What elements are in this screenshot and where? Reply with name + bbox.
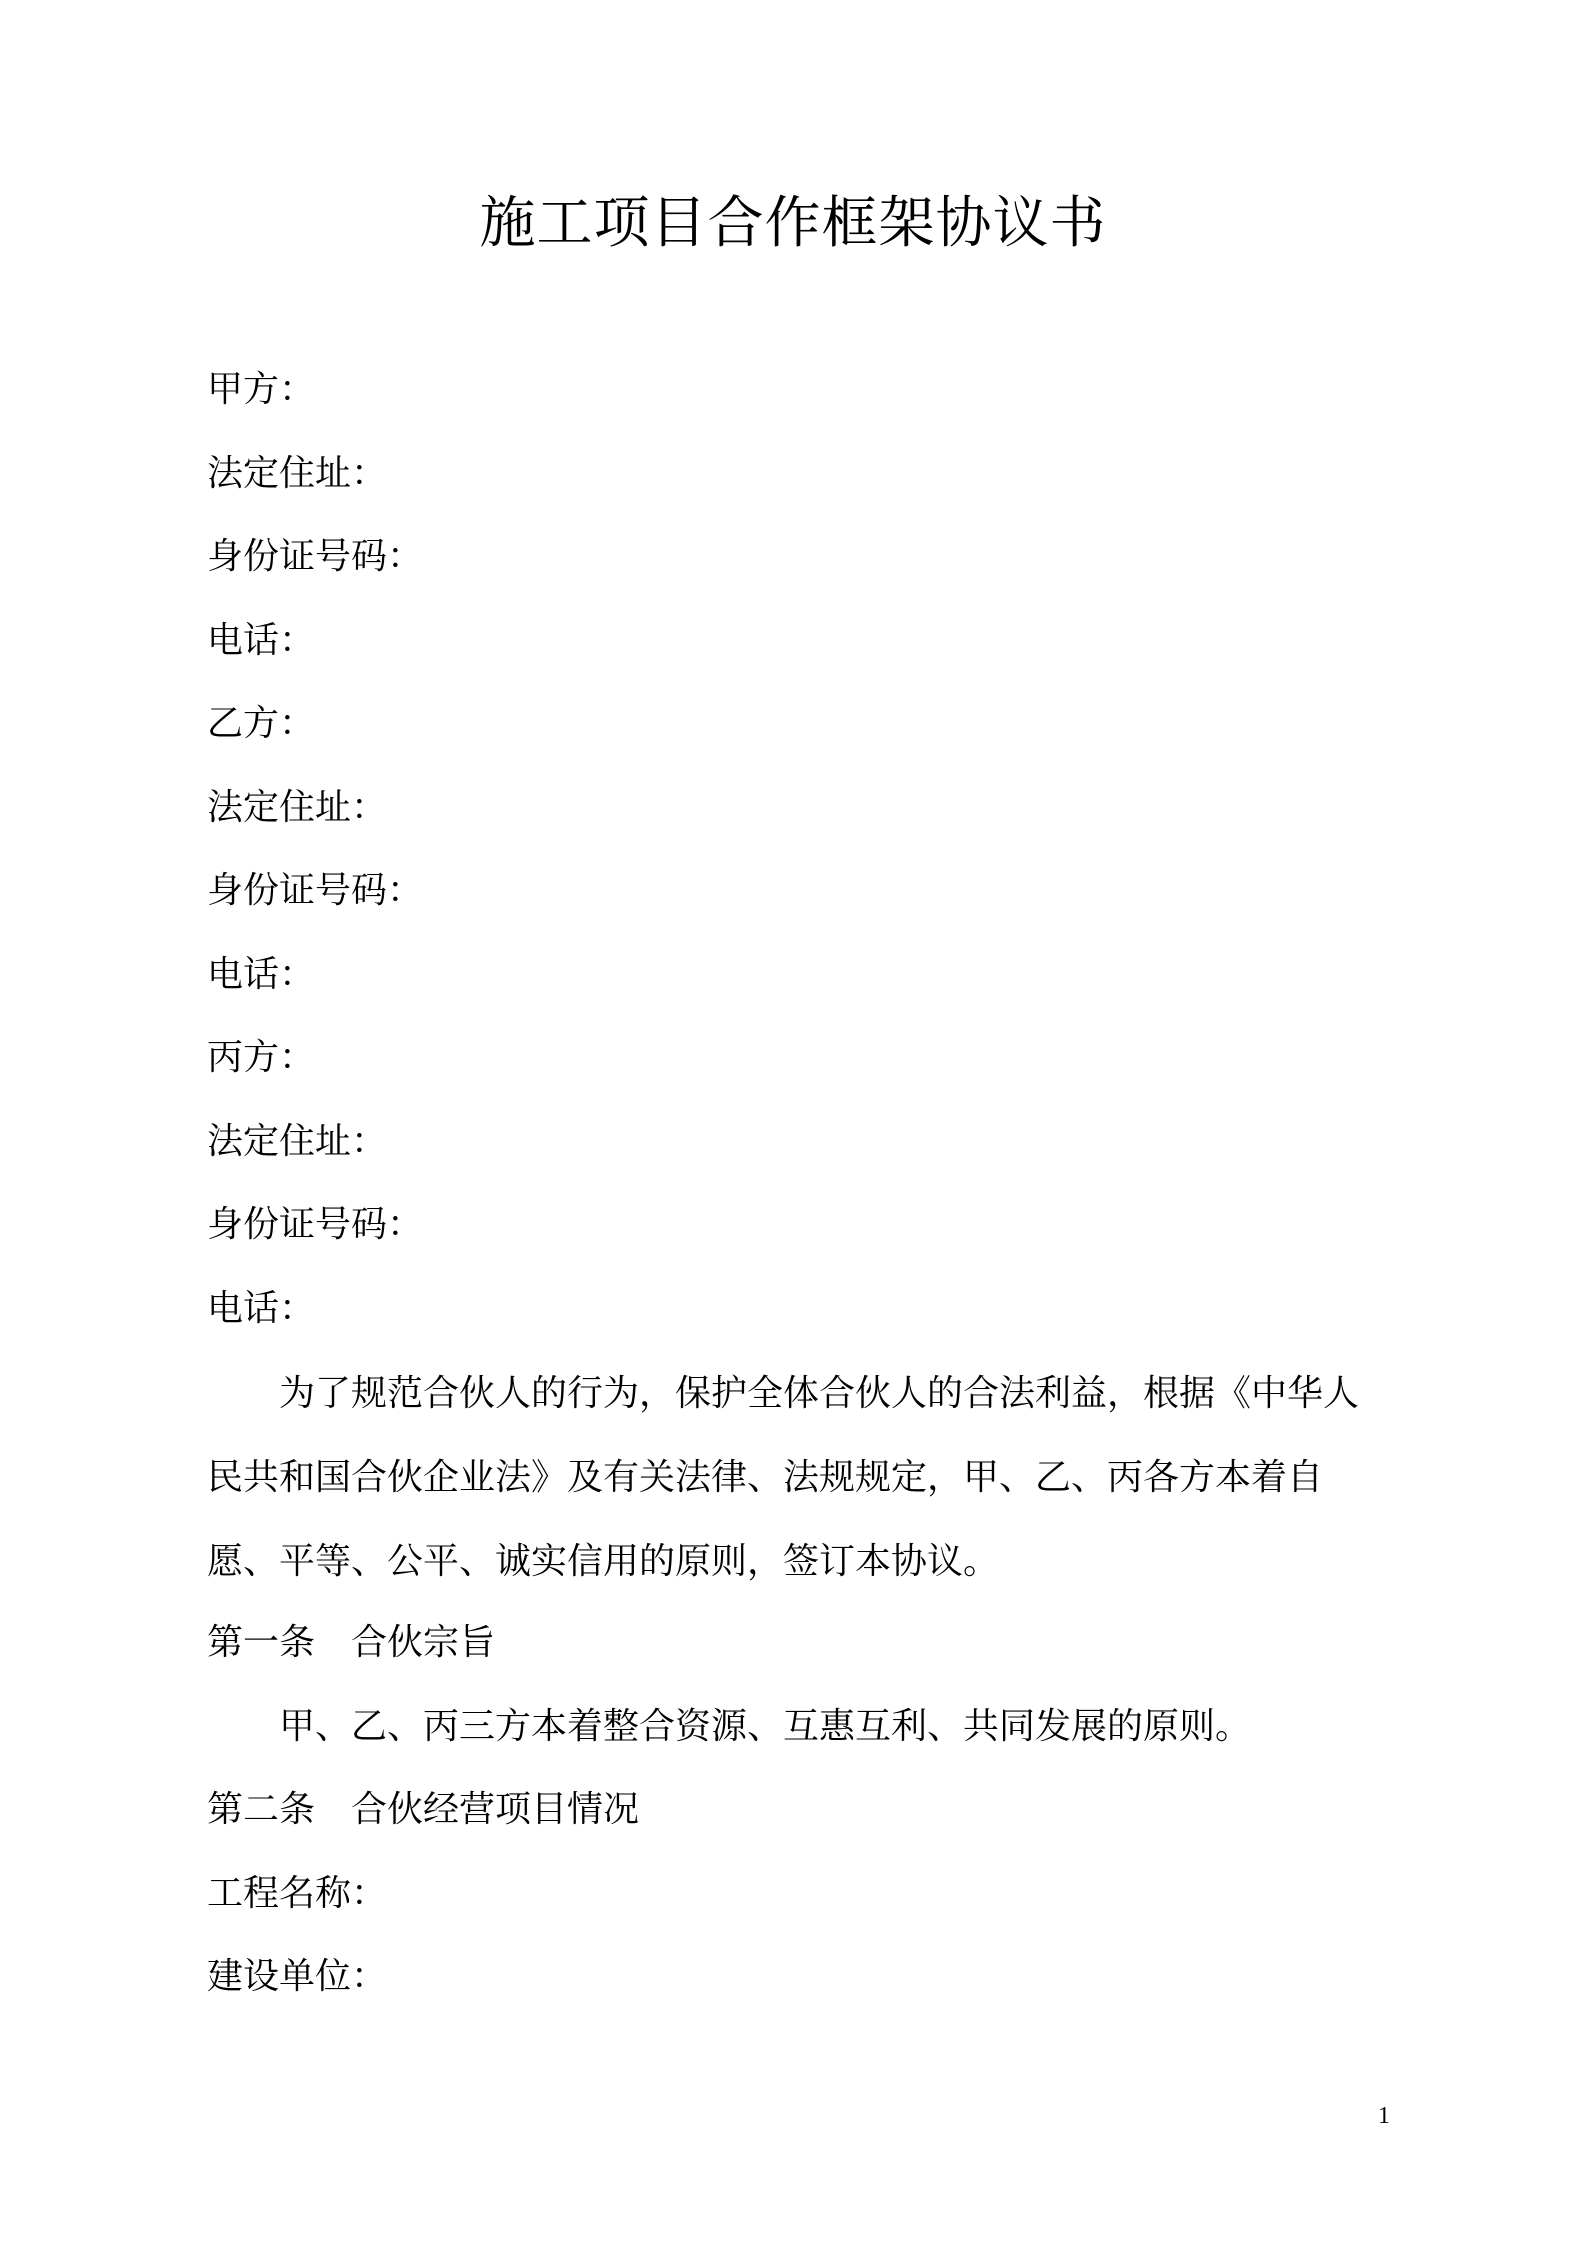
article-2-title: 合伙经营项目情况 xyxy=(351,1789,640,1830)
party-c-phone: 电话： xyxy=(207,1288,316,1329)
party-b-label: 乙方： xyxy=(207,703,316,744)
article-1-number: 第一条 xyxy=(207,1622,316,1663)
page-number: 1 xyxy=(1378,2103,1390,2129)
article-1-body: 甲、乙、丙三方本着整合资源、互惠互利、共同发展的原则。 xyxy=(279,1706,1252,1747)
party-b-id-number: 身份证号码： xyxy=(207,870,424,911)
project-name-field: 工程名称： xyxy=(207,1873,388,1914)
article-2-number: 第二条 xyxy=(207,1789,316,1830)
party-c-id-number: 身份证号码： xyxy=(207,1204,424,1245)
preamble-paragraph xyxy=(207,1352,1387,1604)
developer-field: 建设单位： xyxy=(207,1956,388,1997)
party-a-address: 法定住址： xyxy=(207,453,388,494)
party-a-phone: 电话： xyxy=(207,620,316,661)
article-2-heading xyxy=(207,1786,639,1834)
party-b-address: 法定住址： xyxy=(207,787,388,828)
article-1-heading xyxy=(207,1619,495,1667)
party-a-id-number: 身份证号码： xyxy=(207,536,424,577)
preamble-text: 为了规范合伙人的行为，保护全体合伙人的合法利益，根据《中华人民共和国合伙企业法》及有关法律、法规规定，甲、乙、丙各方本着自愿、平等、公平、诚实信用的原则，签订本协议。 xyxy=(207,1373,1360,1582)
document-title: 施工项目合作框架协议书 xyxy=(479,191,1107,256)
party-c-label: 丙方： xyxy=(207,1037,316,1078)
party-b-phone: 电话： xyxy=(207,954,316,995)
party-c-address: 法定住址： xyxy=(207,1121,388,1162)
article-1-title: 合伙宗旨 xyxy=(351,1622,496,1663)
party-a-label: 甲方： xyxy=(207,369,316,410)
